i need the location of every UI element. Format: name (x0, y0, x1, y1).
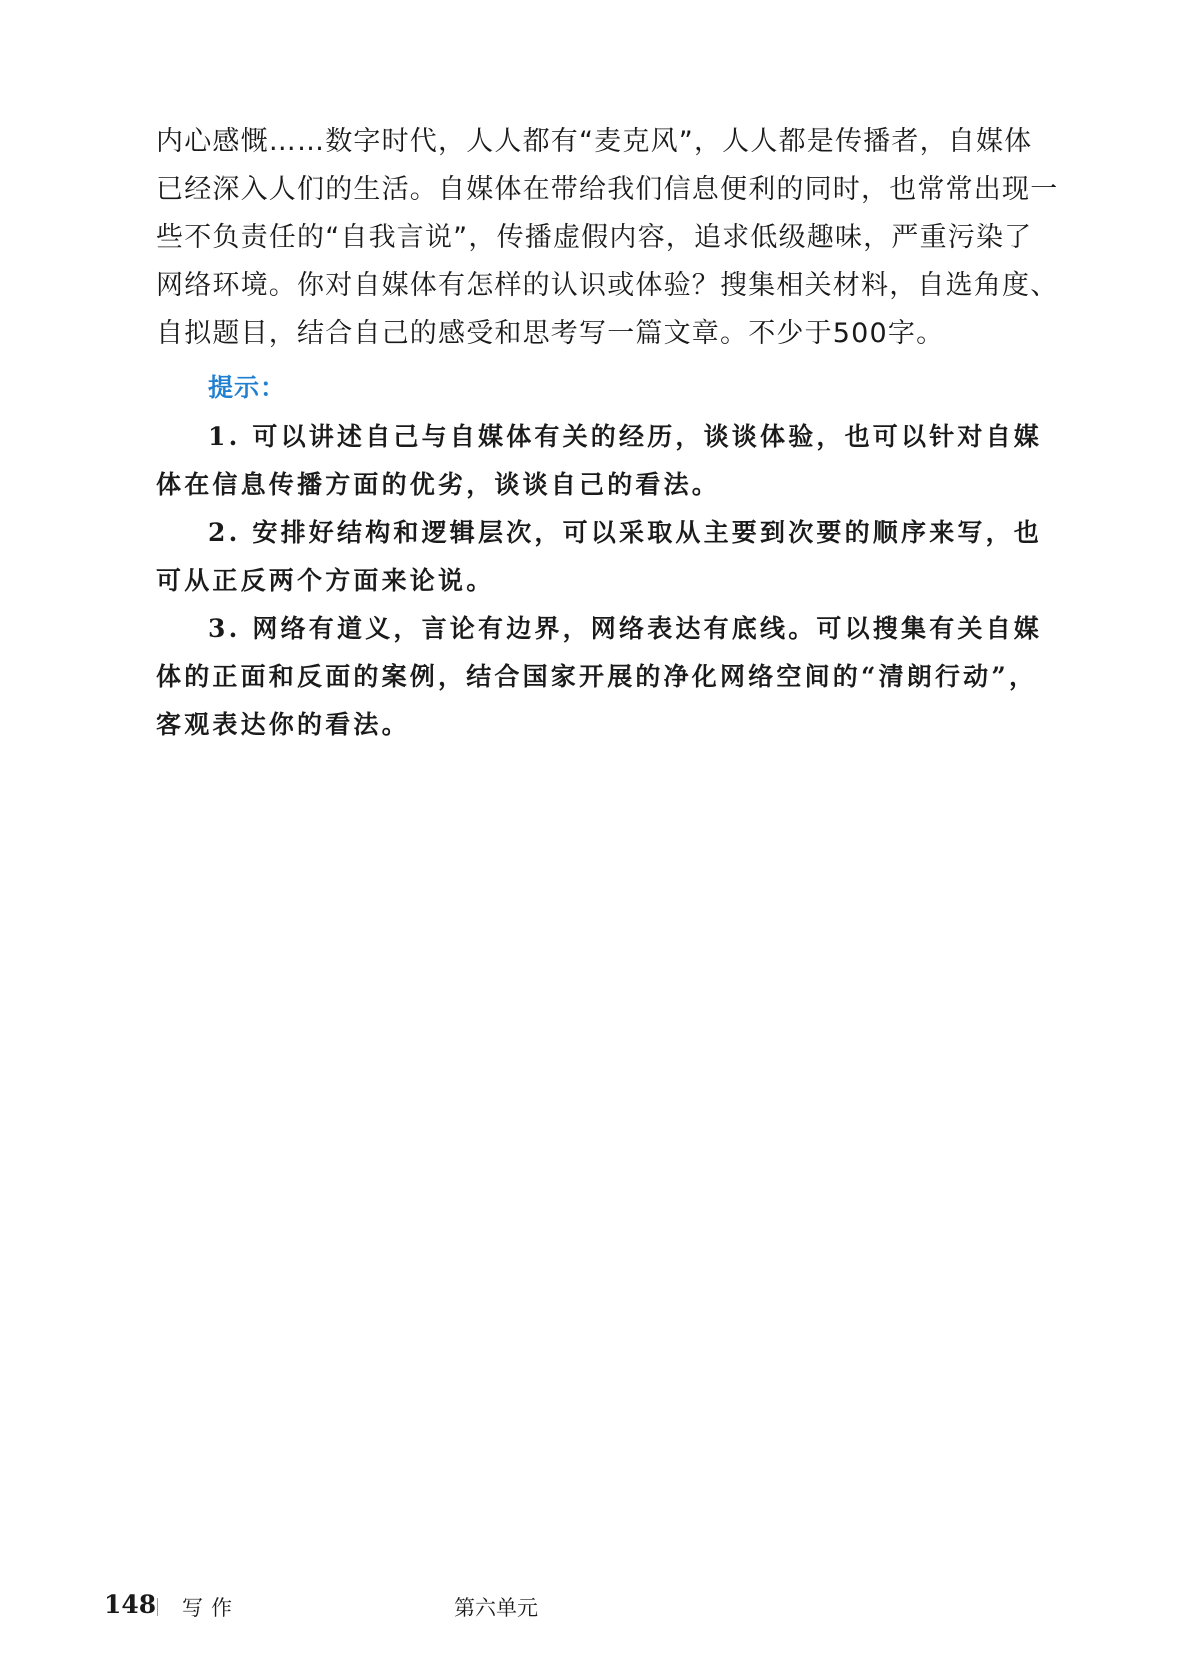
hint-line: 体在信息传播方面的优劣，谈谈自己的看法。 (156, 470, 721, 499)
section-name: 写作 (182, 1596, 240, 1620)
hint-line: 1. 可以讲述自己与自媒体有关的经历，谈谈体验，也可以针对自媒 (208, 422, 1043, 451)
paragraph-line: 内心感慨……数字时代，人人都有“麦克风”，人人都是传播者，自媒体 (156, 126, 1033, 157)
hint-line: 体的正面和反面的案例，结合国家开展的净化网络空间的“清朗行动”， (156, 662, 1038, 691)
hint-line: 2. 安排好结构和逻辑层次，可以采取从主要到次要的顺序来写，也 (208, 518, 1043, 547)
hint-list (156, 413, 1043, 749)
hint-line: 客观表达你的看法。 (156, 710, 410, 739)
paragraph-line: 些不负责任的“自我言说”，传播虚假内容，追求低级趣味，严重污染了 (156, 222, 1033, 253)
hint-line: 可从正反两个方面来论说。 (156, 566, 495, 595)
page-number: 148 (104, 1590, 157, 1619)
paragraph-line: 自拟题目，结合自己的感受和思考写一篇文章。不少于500字。 (156, 318, 945, 349)
unit-name: 第六单元 (454, 1596, 538, 1620)
page-footer (0, 1590, 1186, 1630)
hint-heading: 提示： (208, 373, 287, 402)
hint-line: 3. 网络有道义，言论有边界，网络表达有底线。可以搜集有关自媒 (208, 614, 1043, 643)
footer-divider (157, 1598, 158, 1616)
assignment-paragraph (156, 118, 1059, 358)
paragraph-line: 网络环境。你对自媒体有怎样的认识或体验？搜集相关材料，自选角度、 (156, 270, 1059, 301)
paragraph-line: 已经深入人们的生活。自媒体在带给我们信息便利的同时，也常常出现一 (156, 174, 1059, 205)
